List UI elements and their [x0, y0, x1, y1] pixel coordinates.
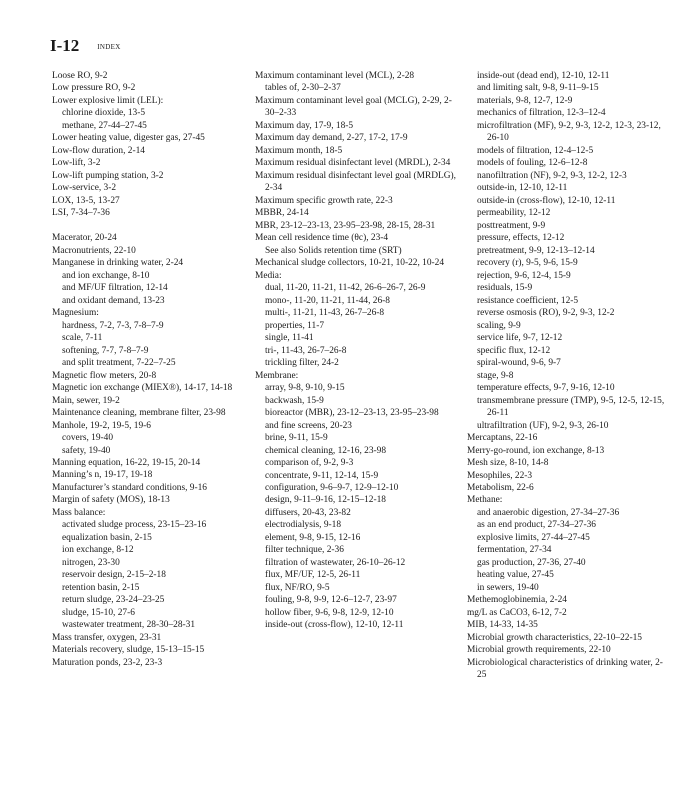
index-subentry: explosive limits, 27-44–27-45	[477, 532, 590, 543]
index-subentry: nitrogen, 23-30	[62, 557, 120, 568]
index-subentry: wastewater treatment, 28-30–28-31	[62, 620, 196, 631]
index-entry: Maximum specific growth rate, 22-3	[255, 195, 393, 206]
index-subentry: chemical cleaning, 12-16, 23-98	[265, 445, 387, 456]
index-entry: Manning’s n, 19-17, 19-18	[52, 470, 153, 481]
index-subentry: scaling, 9-9	[477, 320, 521, 331]
index-entry: Lower explosive limit (LEL):	[52, 95, 164, 106]
index-subentry: pretreatment, 9-9, 12-13–12-14	[477, 245, 595, 256]
index-subentry: design, 9-11–9-16, 12-15–12-18	[265, 495, 386, 506]
index-entry: Microbial growth characteristics, 22-10–22-15	[467, 632, 642, 643]
index-subentry: chlorine dioxide, 13-5	[62, 108, 146, 119]
index-subentry: rejection, 9-6, 12-4, 15-9	[477, 270, 571, 281]
index-entry: LSI, 7-34–7-36	[52, 208, 110, 219]
index-entry: Main, sewer, 19-2	[52, 395, 120, 406]
index-subentry: hollow fiber, 9-6, 9-8, 12-9, 12-10	[265, 607, 394, 618]
index-subentry: transmembrane pressure (TMP), 9-5, 12-5, 12-15, 26-11	[477, 395, 665, 419]
index-entry: Microbiological characteristics of drinking water, 2-25	[467, 657, 663, 681]
index-entry: Maximum residual disinfectant level goal (MRDLG), 2-34	[255, 170, 456, 194]
index-subentry: dual, 11-20, 11-21, 11-42, 26-6–26-7, 26-9	[265, 283, 426, 294]
page-header	[50, 36, 121, 56]
index-entry: Mass balance:	[52, 507, 106, 518]
index-entry: Lower heating value, digester gas, 27-45	[52, 133, 205, 144]
index-entry: Media:	[255, 270, 282, 281]
index-entry: MBBR, 24-14	[255, 208, 309, 219]
index-subentry: See also Solids retention time (SRT)	[265, 245, 402, 256]
index-entry: Mean cell residence time (θc), 23-4	[255, 233, 389, 244]
index-entry: MBR, 23-12–23-13, 23-95–23-98, 28-15, 28-31	[255, 220, 436, 231]
index-subentry: materials, 9-8, 12-7, 12-9	[477, 95, 573, 106]
index-subentry: hardness, 7-2, 7-3, 7-8–7-9	[62, 320, 164, 331]
index-subentry: activated sludge process, 23-15–23-16	[62, 520, 207, 531]
index-entry: Macerator, 20-24	[52, 233, 117, 244]
index-entry: Mechanical sludge collectors, 10-21, 10-22, 10-24	[255, 258, 445, 269]
index-subentry: inside-out (dead end), 12-10, 12-11	[477, 71, 610, 81]
index-subentry: specific flux, 12-12	[477, 345, 551, 356]
index-entry: Low-lift pumping station, 3-2	[52, 170, 164, 181]
page-number: I-12	[50, 36, 80, 55]
index-subentry: in sewers, 19-40	[477, 582, 539, 593]
index-subentry: as an end product, 27-34–27-36	[477, 520, 596, 531]
index-subentry: and ion exchange, 8-10	[62, 270, 150, 281]
index-subentry: and oxidant demand, 13-23	[62, 295, 165, 306]
index-subentry: electrodialysis, 9-18	[265, 520, 342, 531]
index-entry: Membrane:	[255, 370, 299, 381]
index-subentry: flux, MF/UF, 12-5, 26-11	[265, 570, 361, 581]
index-entry: Methane:	[467, 495, 503, 506]
index-subentry: retention basin, 2-15	[62, 582, 140, 593]
index-subentry: outside-in (cross-flow), 12-10, 12-11	[477, 195, 616, 206]
index-subentry: softening, 7-7, 7-8–7-9	[62, 345, 149, 356]
index-subentry: single, 11-41	[265, 333, 314, 344]
index-subentry: heating value, 27-45	[477, 570, 554, 581]
index-subentry: reservoir design, 2-15–2-18	[62, 570, 166, 581]
index-column-1	[52, 70, 242, 669]
index-subentry: brine, 9-11, 15-9	[265, 433, 328, 444]
index-entry: Materials recovery, sludge, 15-13–15-15	[52, 645, 205, 656]
index-entry: Loose RO, 9-2	[52, 71, 108, 81]
index-subentry: methane, 27-44–27-45	[62, 120, 147, 131]
index-column-3	[467, 70, 672, 682]
index-subentry: fermentation, 27-34	[477, 545, 552, 556]
index-subentry: backwash, 15-9	[265, 395, 324, 406]
index-subentry: models of fouling, 12-6–12-8	[477, 158, 588, 169]
index-subentry: permeability, 12-12	[477, 208, 551, 219]
index-entry: Manufacturer’s standard conditions, 9-16	[52, 482, 207, 493]
index-entry: Maximum contaminant level goal (MCLG), 2-29, 2-30–2-33	[255, 95, 452, 119]
index-entry: Low pressure RO, 9-2	[52, 83, 136, 94]
index-subentry: trickling filter, 24-2	[265, 358, 339, 369]
index-entry: Merry-go-round, ion exchange, 8-13	[467, 445, 605, 456]
index-subentry: tables of, 2-30–2-37	[265, 83, 341, 94]
index-subentry: flux, NF/RO, 9-5	[265, 582, 330, 593]
index-entry: Maintenance cleaning, membrane filter, 23-98	[52, 408, 226, 419]
index-subentry: gas production, 27-36, 27-40	[477, 557, 586, 568]
index-subentry: service life, 9-7, 12-12	[477, 333, 563, 344]
index-entry: Microbial growth requirements, 22-10	[467, 645, 611, 656]
index-subentry: multi-, 11-21, 11-43, 26-7–26-8	[265, 308, 385, 319]
running-head: INDEX	[97, 43, 121, 51]
index-subentry: comparison of, 9-2, 9-3	[265, 458, 354, 469]
index-entry: Manganese in drinking water, 2-24	[52, 258, 184, 269]
index-subentry: tri-, 11-43, 26-7–26-8	[265, 345, 347, 356]
index-subentry: filtration of wastewater, 26-10–26-12	[265, 557, 406, 568]
index-subentry: pressure, effects, 12-12	[477, 233, 565, 244]
index-entry: Magnesium:	[52, 308, 99, 319]
index-entry: Maximum residual disinfectant level (MRDL), 2-34	[255, 158, 451, 169]
index-entry: Magnetic ion exchange (MIEX®), 14-17, 14-18	[52, 383, 233, 394]
index-entry: MIB, 14-33, 14-35	[467, 620, 538, 631]
index-subentry: and split treatment, 7-22–7-25	[62, 358, 176, 369]
index-entry: Low-lift, 3-2	[52, 158, 101, 169]
index-subentry: reverse osmosis (RO), 9-2, 9-3, 12-2	[477, 308, 615, 319]
index-subentry: covers, 19-40	[62, 433, 114, 444]
index-subentry: temperature effects, 9-7, 9-16, 12-10	[477, 383, 615, 394]
index-subentry: mechanics of filtration, 12-3–12-4	[477, 108, 606, 119]
index-subentry: posttreatment, 9-9	[477, 220, 546, 231]
index-subentry: safety, 19-40	[62, 445, 111, 456]
index-subentry: fouling, 9-8, 9-9, 12-6–12-7, 23-97	[265, 595, 397, 606]
index-subentry: and limiting salt, 9-8, 9-11–9-15	[477, 83, 599, 94]
index-entry: Methemoglobinemia, 2-24	[467, 595, 567, 606]
index-subentry: outside-in, 12-10, 12-11	[477, 183, 568, 194]
index-entry: mg/L as CaCO3, 6-12, 7-2	[467, 607, 567, 618]
index-subentry: and MF/UF filtration, 12-14	[62, 283, 168, 294]
index-entry: LOX, 13-5, 13-27	[52, 195, 120, 206]
index-subentry: diffusers, 20-43, 23-82	[265, 507, 351, 518]
index-subentry: ion exchange, 8-12	[62, 545, 134, 556]
section-gap	[52, 220, 242, 232]
index-subentry: ultrafiltration (UF), 9-2, 9-3, 26-10	[477, 420, 609, 431]
index-column-2	[255, 70, 460, 632]
index-entry: Manning equation, 16-22, 19-15, 20-14	[52, 458, 201, 468]
index-subentry: concentrate, 9-11, 12-14, 15-9	[265, 470, 379, 481]
index-subentry: nanofiltration (NF), 9-2, 9-3, 12-2, 12-3	[477, 170, 627, 181]
index-subentry: residuals, 15-9	[477, 283, 533, 294]
index-subentry: equalization basin, 2-15	[62, 532, 152, 543]
index-entry: Margin of safety (MOS), 18-13	[52, 495, 170, 506]
index-entry: Maximum contaminant level (MCL), 2-28	[255, 71, 415, 81]
index-entry: Maximum month, 18-5	[255, 145, 343, 156]
index-entry: Maximum day, 17-9, 18-5	[255, 120, 354, 131]
index-entry: Mass transfer, oxygen, 23-31	[52, 632, 162, 643]
index-entry: Magnetic flow meters, 20-8	[52, 370, 157, 381]
index-entry: Mesophiles, 22-3	[467, 470, 533, 481]
index-subentry: recovery (r), 9-5, 9-6, 15-9	[477, 258, 578, 269]
index-subentry: microfiltration (MF), 9-2, 9-3, 12-2, 12-3, 23-12, 26-10	[477, 120, 661, 144]
index-subentry: return sludge, 23-24–23-25	[62, 595, 165, 606]
index-subentry: configuration, 9-6–9-7, 12-9–12-10	[265, 482, 399, 493]
index-subentry: element, 9-8, 9-15, 12-16	[265, 532, 361, 543]
index-entry: Low-flow duration, 2-14	[52, 145, 145, 156]
index-subentry: stage, 9-8	[477, 370, 514, 381]
index-subentry: filter technique, 2-36	[265, 545, 344, 556]
index-entry: Maturation ponds, 23-2, 23-3	[52, 657, 163, 668]
index-entry: Macronutrients, 22-10	[52, 245, 136, 256]
index-subentry: and anaerobic digestion, 27-34–27-36	[477, 507, 620, 518]
index-subentry: spiral-wound, 9-6, 9-7	[477, 358, 561, 369]
index-subentry: resistance coefficient, 12-5	[477, 295, 579, 306]
index-entry: Low-service, 3-2	[52, 183, 117, 194]
index-subentry: scale, 7-11	[62, 333, 103, 344]
index-entry: Metabolism, 22-6	[467, 482, 534, 493]
index-entry: Manhole, 19-2, 19-5, 19-6	[52, 420, 151, 431]
index-entry: Mesh size, 8-10, 14-8	[467, 458, 549, 469]
index-subentry: sludge, 15-10, 27-6	[62, 607, 135, 618]
index-entry: Mercaptans, 22-16	[467, 433, 538, 444]
index-subentry: inside-out (cross-flow), 12-10, 12-11	[265, 620, 404, 631]
index-subentry: bioreactor (MBR), 23-12–23-13, 23-95–23-98	[265, 408, 439, 419]
index-subentry: and fine screens, 20-23	[265, 420, 352, 431]
index-subentry: array, 9-8, 9-10, 9-15	[265, 383, 345, 394]
index-subentry: models of filtration, 12-4–12-5	[477, 145, 594, 156]
index-entry: Maximum day demand, 2-27, 17-2, 17-9	[255, 133, 408, 144]
index-subentry: mono-, 11-20, 11-21, 11-44, 26-8	[265, 295, 390, 306]
index-subentry: properties, 11-7	[265, 320, 325, 331]
